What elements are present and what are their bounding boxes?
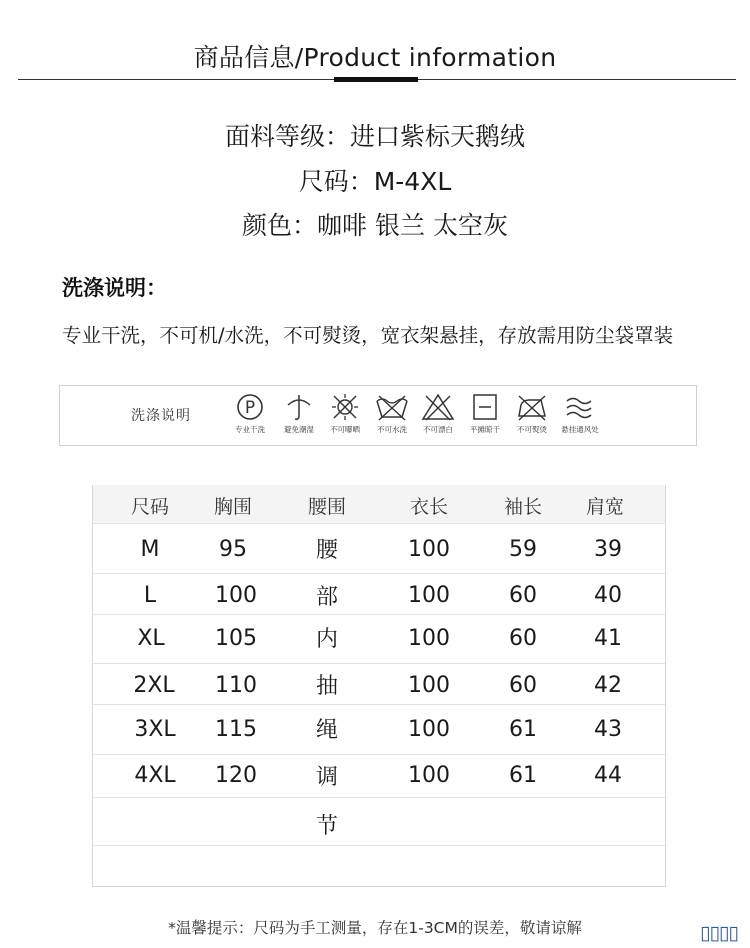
wash-description: 专业干洗，不可机/水洗，不可熨烫，宽衣架悬挂，存放需用防尘袋罩装 [62, 324, 674, 347]
care-caption: 不可漂白 [423, 425, 453, 434]
table-cell: 115 [215, 717, 257, 742]
hang-ventilated-icon [563, 392, 597, 422]
table-cell: 部 [315, 585, 339, 610]
table-cell: 绳 [315, 718, 339, 743]
care-caption: 避免潮湿 [284, 425, 314, 434]
dry-flat-icon [470, 392, 500, 422]
header-size: 尺码 [130, 496, 170, 518]
header-shoulder: 肩宽 [585, 496, 625, 518]
care-caption: 平摊晾干 [470, 425, 500, 434]
table-cell: 2XL [133, 673, 175, 698]
care-box-label: 洗涤说明 [131, 408, 191, 424]
header-length: 衣长 [409, 496, 449, 518]
care-caption: 不可熨烫 [517, 425, 547, 434]
professional-dry-clean-icon [235, 392, 265, 422]
table-cell: 44 [594, 763, 622, 788]
table-cell: XL [137, 626, 165, 651]
table-cell: L [143, 583, 157, 608]
care-item-professional-dry-clean [222, 392, 278, 435]
table-cell: 42 [594, 673, 622, 698]
care-caption: 不可曝晒 [330, 425, 360, 434]
table-cell: 100 [408, 717, 450, 742]
size-range: 尺码：M-4XL [298, 167, 452, 196]
table-cell: 59 [509, 537, 537, 562]
table-cell: 61 [509, 763, 537, 788]
color-options: 颜色：咖啡 银兰 太空灰 [242, 211, 508, 240]
care-item-hang-ventilated [552, 392, 608, 435]
svg-text:P: P [244, 398, 256, 418]
row-divider [93, 614, 665, 615]
fabric-grade: 面料等级：进口紫标天鹅绒 [224, 122, 525, 151]
table-cell: 61 [509, 717, 537, 742]
avoid-humidity-icon [284, 392, 314, 422]
title-accent-bar [334, 77, 418, 82]
no-sun-exposure-icon [330, 392, 360, 422]
table-cell: 内 [315, 627, 339, 652]
table-cell: 抽 [315, 674, 339, 699]
no-water-wash-icon [375, 392, 409, 422]
care-caption: 不可水洗 [377, 425, 407, 434]
table-cell: 100 [408, 763, 450, 788]
table-cell: 120 [215, 763, 257, 788]
table-cell: 40 [594, 583, 622, 608]
table-cell: 100 [408, 583, 450, 608]
header-sleeve: 袖长 [503, 496, 543, 518]
row-divider [93, 573, 665, 574]
care-caption: 悬挂通风处 [561, 425, 599, 434]
table-cell: 100 [408, 673, 450, 698]
table-cell: 节 [315, 814, 339, 839]
table-cell: 3XL [134, 717, 176, 742]
table-cell: 105 [215, 626, 257, 651]
corner-mark: ▯▯▯▯ [700, 922, 738, 944]
table-cell: M [140, 537, 160, 562]
no-bleach-icon [421, 392, 455, 422]
no-ironing-icon [515, 392, 549, 422]
table-cell: 41 [594, 626, 622, 651]
header-waist: 腰围 [307, 496, 347, 518]
table-cell: 60 [509, 583, 537, 608]
row-divider [93, 797, 665, 798]
care-caption: 专业干洗 [235, 425, 265, 434]
table-cell: 100 [215, 583, 257, 608]
table-cell: 39 [594, 537, 622, 562]
table-cell: 调 [315, 765, 339, 790]
table-cell: 110 [215, 673, 257, 698]
size-table [92, 485, 666, 887]
table-cell: 腰 [315, 538, 339, 563]
table-cell: 100 [408, 537, 450, 562]
table-cell: 100 [408, 626, 450, 651]
table-cell: 4XL [134, 763, 176, 788]
row-divider [93, 704, 665, 705]
table-cell: 60 [509, 626, 537, 651]
header-chest: 胸围 [213, 496, 253, 518]
wash-heading: 洗涤说明： [62, 276, 167, 300]
table-cell: 95 [219, 537, 247, 562]
care-symbols-box [59, 385, 697, 446]
row-divider [93, 523, 665, 524]
table-cell: 60 [509, 673, 537, 698]
row-divider [93, 663, 665, 664]
row-divider [93, 845, 665, 846]
row-divider [93, 754, 665, 755]
size-table-header [93, 485, 665, 523]
table-cell: 43 [594, 717, 622, 742]
section-title: 商品信息/Product information [193, 43, 557, 72]
measurement-note: *温馨提示：尺码为手工测量，存在1-3CM的误差，敬请谅解 [168, 919, 582, 937]
